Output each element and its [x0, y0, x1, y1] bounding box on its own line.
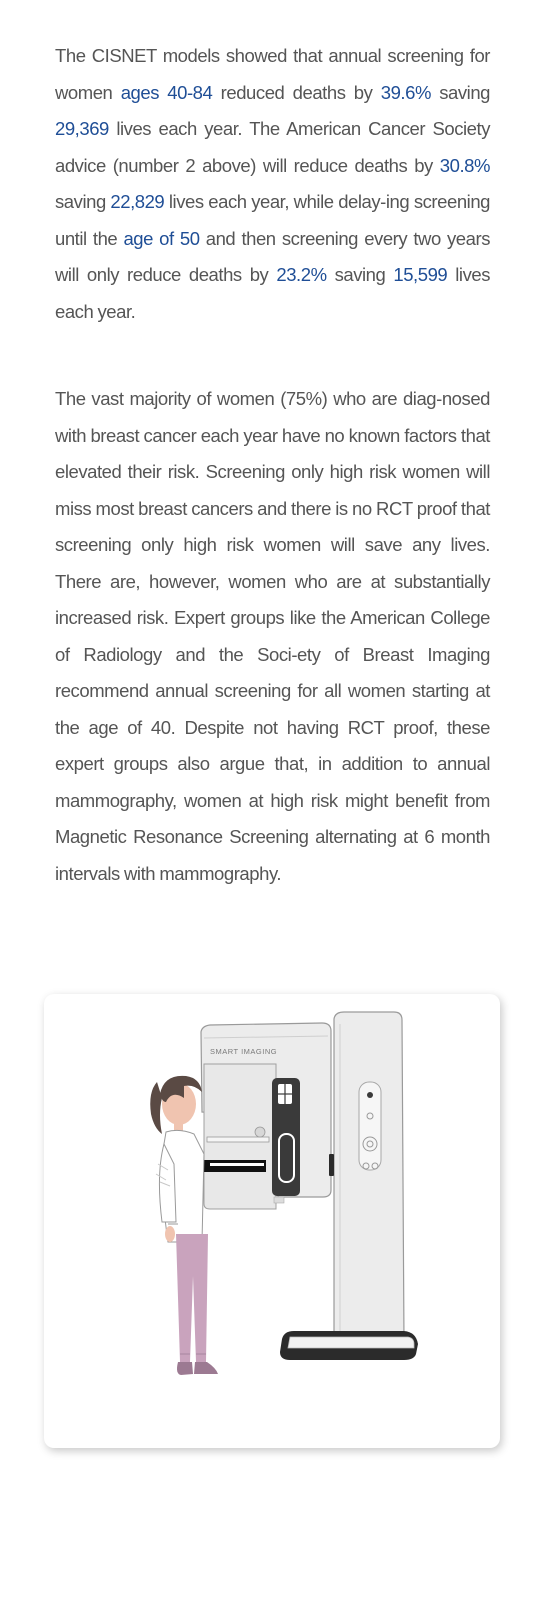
highlight-reduction-annual: 39.6% — [380, 81, 431, 103]
machine-brand-label: SMART IMAGING — [210, 1047, 278, 1056]
mammography-machine-icon — [201, 1012, 418, 1360]
cisnet-paragraph — [55, 38, 490, 330]
risk-paragraph: The vast majority of women (75%) who are diag-nosed with breast cancer each year have no known factors that elevated their risk. Screening only high risk women will miss most breast cancers and there is no RCT proof that screening only high risk women will save any lives. There are, however, women who are at substantially increased risk. Expert groups like the American College of Radiology and the Soci-ety of Breast Imaging recommend annual screening for all women starting at the age of 40. Despite not having RCT proof, these expert groups also argue that, in addition to annual mammography, women at high risk might benefit from Magnetic Resonance Screening alternating at 6 month intervals with mammography. — [55, 388, 490, 884]
highlight-age-range: ages 40-84 — [120, 81, 213, 103]
text-run: lives each year. — [55, 264, 491, 322]
text-run: saving — [430, 81, 491, 103]
illustration-card — [44, 994, 500, 1448]
text-run: The CISNET models showed that annual screening for women — [55, 45, 490, 103]
highlight-reduction-biennial: 23.2% — [276, 264, 327, 285]
text-run: reduced deaths by — [212, 81, 381, 103]
highlight-lives-acs: 22,829 — [110, 191, 165, 212]
mammography-illustration — [44, 994, 500, 1448]
text-run: saving — [326, 264, 394, 285]
text-run: saving — [55, 191, 111, 212]
text-run: and then screening every two years will only reduce deaths by — [55, 227, 490, 285]
text-run: lives each year, while delay-ing screening until the — [55, 191, 490, 249]
highlight-reduction-acs: 30.8% — [439, 154, 490, 176]
text-run: lives each year. The American Cancer Society advice (number 2 above) will reduce deaths by — [55, 118, 490, 176]
highlight-lives-biennial: 15,599 — [393, 264, 448, 285]
highlight-age-50: age of 50 — [123, 227, 200, 249]
highlight-lives-annual: 29,369 — [55, 118, 109, 139]
